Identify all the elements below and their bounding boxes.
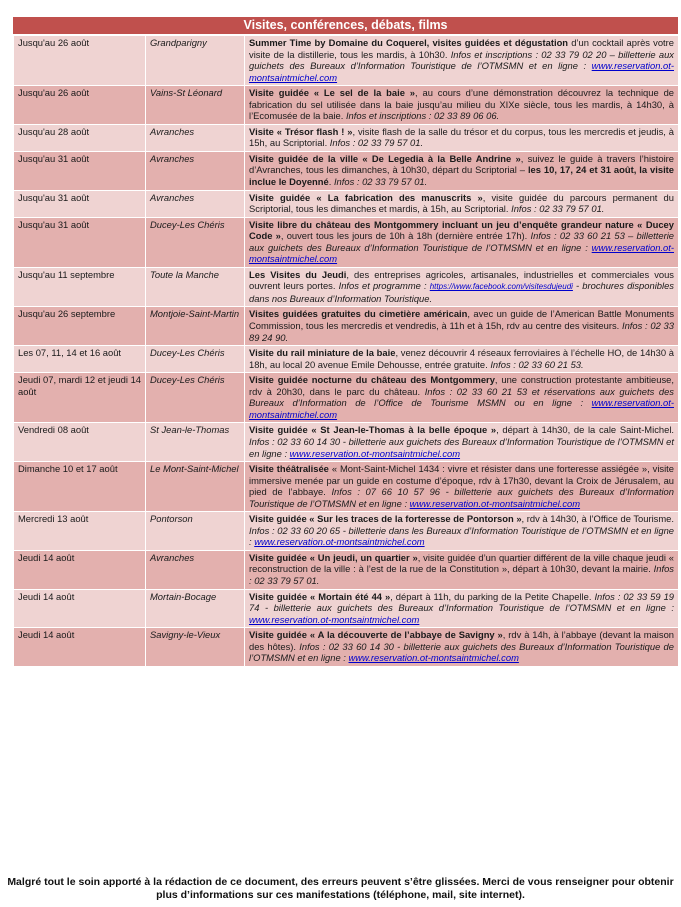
event-place: Ducey-Les Chéris (146, 217, 245, 267)
event-info: Infos : 02 33 79 57 01. (249, 563, 674, 586)
event-description (245, 267, 679, 307)
disclaimer-footer: Malgré tout le soin apporté à la rédaction de ce document, des erreurs peuvent s’être glissées. Merci de vous renseigner pour obtenir plus d’informations sur ces manifestations (téléphone, mail, site internet). (7, 876, 674, 901)
event-date: Jusqu'au 26 août (14, 36, 146, 86)
event-date: Jeudi 14 août (14, 550, 146, 589)
event-title: Summer Time by Domaine du Coquerel, visites guidées et dégustation (249, 37, 569, 48)
event-description (245, 512, 679, 551)
event-text: . (328, 176, 334, 188)
event-description (245, 550, 679, 589)
event-info: Infos : 02 33 60 21 53. (490, 358, 584, 370)
event-title: Visite guidée « La fabrication des manuscrits » (249, 191, 483, 203)
event-place: St Jean-le-Thomas (146, 423, 245, 462)
event-info: Infos : 02 33 60 21 53 – billetterie aux guichets des Bureaux d’Information Touristique de l’OTMSMN et en ligne : (249, 230, 674, 253)
event-title: Visite guidée « Mortain été 44 » (249, 590, 391, 602)
event-description (245, 423, 679, 462)
event-place: Savigny-le-Vieux (146, 628, 245, 667)
event-row (14, 423, 679, 462)
booking-link[interactable]: www.reservation.ot-montsaintmichel.com (254, 536, 425, 548)
event-text: , avec un guide de l’American Battle Monuments Commission, tous les mercredis et vendredis, à 11h et à 15h, rdv au centre des visiteurs. (249, 308, 675, 332)
event-place: Ducey-Les Chéris (146, 346, 245, 373)
event-text: , visite guidée d’un quartier différent de la ville chaque jeudi « reconstruction de la ville : à l’est de la rue de la Constitution », départ à 10h30, devant la mairie. (249, 551, 674, 575)
event-description (245, 151, 679, 190)
event-info: - brochures disponibles dans nos Bureaux d’Information Touristique. (249, 280, 674, 304)
event-info: Infos : 02 33 59 19 74 - billetterie aux guichets des Bureaux d’Information Touristique de l’OTMSMN et en ligne : (249, 590, 674, 614)
event-place: Toute la Manche (146, 267, 245, 307)
event-text: « Mont-Saint-Michel 1434 : vivre et résister dans une forteresse assiégée », visite immersive menée par un guide en costume d’époque, rdv à 17h30, devant la Croix de Jérusalem, au pied de l’abbaye. (249, 463, 674, 498)
booking-link[interactable]: www.reservation.ot-montsaintmichel.com (409, 497, 581, 509)
event-place: Pontorson (146, 512, 245, 551)
booking-link[interactable]: www.reservation.ot-montsaintmichel.com (249, 613, 420, 625)
event-highlight: les 10, 17, 24 et 31 août, la visite inclue le Doyenné (249, 164, 675, 188)
event-row (14, 589, 679, 628)
event-place: Mortain-Bocage (146, 589, 245, 628)
event-date: Jusqu'au 31 août (14, 217, 146, 267)
event-title: Visite du rail miniature de la baie (249, 347, 396, 359)
event-date: Jeudi 14 août (14, 628, 146, 667)
booking-link[interactable]: https://www.facebook.com/visitesdujeudi (429, 282, 573, 292)
event-description (245, 217, 679, 267)
events-table (13, 35, 679, 667)
event-info: Infos : 02 33 79 57 01. (329, 137, 424, 149)
event-row (14, 346, 679, 373)
event-title: Visite guidée « Sur les traces de la forteresse de Pontorson » (249, 513, 522, 525)
event-info: Infos : 07 66 10 57 96 - billetterie aux guichets des Bureaux d’Information Touristique de l’OTMSMN et en ligne : (249, 486, 674, 509)
events-section (13, 17, 678, 667)
event-row (14, 36, 679, 86)
event-description (245, 307, 679, 346)
event-title: Visite guidée nocturne du château des Montgommery (249, 374, 495, 386)
event-text: , suivez le guide à travers l’histoire d’Avranches, tous les dimanches, à 10h30, départ du Scriptorial – (249, 152, 674, 176)
event-row (14, 267, 679, 307)
event-text: , une construction protestante ambitieuse, rdv à 20h30, dans le parc du château. (249, 374, 674, 397)
event-row (14, 550, 679, 589)
event-title: Visite guidée « Un jeudi, un quartier » (249, 551, 418, 563)
event-date: Jeudi 14 août (14, 589, 146, 628)
event-title: Visite « Trésor flash ! » (249, 125, 353, 137)
event-info: Infos : 02 33 60 14 30 - billetterie aux guichets des Bureaux d’Information Touristique de l’OTMSMN et en ligne : (249, 435, 674, 459)
event-description (245, 589, 679, 628)
event-date: Jeudi 07, mardi 12 et jeudi 14 août (14, 373, 146, 423)
event-info: Infos : 02 33 60 20 65 - billetterie dans les Bureaux d’Information Touristique de l’OTMSMN et en ligne : (249, 524, 674, 548)
event-place: Avranches (146, 190, 245, 217)
event-info: Infos et inscriptions : 02 33 89 06 06. (345, 110, 500, 122)
event-place: Le Mont-Saint-Michel (146, 462, 245, 512)
event-place: Grandparigny (146, 36, 245, 86)
event-title: Visite théâtralisée (249, 463, 329, 475)
event-date: Les 07, 11, 14 et 16 août (14, 346, 146, 373)
event-row (14, 462, 679, 512)
booking-link[interactable]: www.reservation.ot-montsaintmichel.com (249, 60, 674, 83)
booking-link[interactable]: www.reservation.ot-montsaintmichel.com (289, 447, 461, 459)
event-row (14, 373, 679, 423)
event-title: Les Visites du Jeudi (249, 268, 347, 280)
event-date: Vendredi 08 août (14, 423, 146, 462)
event-info: Infos et programme : (338, 280, 430, 292)
event-row (14, 512, 679, 551)
event-place: Avranches (146, 124, 245, 151)
event-title: Visite guidée « Le sel de la baie » (249, 87, 416, 99)
event-info: Infos et inscriptions : 02 33 79 02 20 – billetterie aux guichets des Bureaux d’Information Touristique de l’OTMSMN et en ligne : (249, 48, 674, 72)
event-date: Dimanche 10 et 17 août (14, 462, 146, 512)
event-info: Infos : 02 33 89 24 90. (249, 320, 674, 343)
section-title: Visites, conférences, débats, films (13, 17, 678, 34)
event-description (245, 373, 679, 423)
event-title: Visite libre du château des Montgommery incluant un jeu d’enquête grandeur nature « Ducey Code » (249, 218, 674, 242)
event-row (14, 217, 679, 267)
event-description (245, 346, 679, 373)
event-description (245, 628, 679, 667)
events-table-body (14, 36, 679, 667)
event-text: , des entreprises agricoles, artisanales, industrielles et commerciales vous ouvrent leurs portes. (249, 268, 674, 292)
event-description (245, 124, 679, 151)
event-description (245, 86, 679, 125)
event-text: , départ à 14h30, de la cale Saint-Michel. (496, 424, 675, 436)
event-title: Visite guidée « St Jean-le-Thomas à la belle époque » (249, 424, 497, 436)
event-description (245, 36, 679, 86)
event-info: Infos : 02 33 79 57 01. (333, 176, 428, 188)
event-date: Mercredi 13 août (14, 512, 146, 551)
event-text: , visite guidée du parcours permanent du Scriptorial, tous les dimanches et mardis, à 15h, au Scriptorial. (249, 191, 674, 215)
event-row (14, 628, 679, 667)
booking-link[interactable]: www.reservation.ot-montsaintmichel.com (348, 652, 519, 664)
event-info: Infos : 02 33 79 57 01. (511, 203, 605, 215)
booking-link[interactable]: www.reservation.ot-montsaintmichel.com (249, 397, 674, 420)
event-date: Jusqu'au 28 août (14, 124, 146, 151)
event-place: Avranches (146, 550, 245, 589)
event-text: , rdv à 14h, à l’abbaye (devant la maison des hôtes). (249, 629, 674, 652)
event-title: Visite guidée de la ville « De Legedia à la Belle Andrine » (249, 152, 521, 164)
event-date: Jusqu'au 26 septembre (14, 307, 146, 346)
event-row (14, 86, 679, 125)
event-info: Infos : 02 33 60 21 53 et réservations aux guichets des Bureaux d’Information de l’Office de Tourisme MSMN ou en ligne : (249, 385, 674, 409)
event-text: , au cours d’une démonstration découvrez la technique de fabrication du sel utilisée dans la baie jusqu’au milieu du XIXe siècle, tous les mardis, à 14h30, à l’Ecomusée de la baie. (249, 87, 674, 122)
booking-link[interactable]: www.reservation.ot-montsaintmichel.com (249, 241, 674, 265)
event-place: Ducey-Les Chéris (146, 373, 245, 423)
event-row (14, 307, 679, 346)
event-date: Jusqu'au 31 août (14, 190, 146, 217)
event-text: , départ à 11h, du parking de la Petite Chapelle. (390, 590, 595, 602)
event-info: Infos : 02 33 60 14 30 - billetterie aux guichets des Bureaux d’Information Touristique de l’OTMSMN et en ligne : (249, 640, 674, 664)
event-place: Avranches (146, 151, 245, 190)
event-date: Jusqu'au 31 août (14, 151, 146, 190)
event-text: , visite flash de la salle du trésor et du corpus, tous les mercredis et jeudis, à 15h, au Scriptorial. (249, 125, 674, 149)
event-place: Montjoie-Saint-Martin (146, 307, 245, 346)
event-date: Jusqu'au 11 septembre (14, 267, 146, 307)
event-row (14, 124, 679, 151)
event-text: , rdv à 14h30, à l’Office de Tourisme. (521, 513, 674, 525)
event-date: Jusqu'au 26 août (14, 86, 146, 125)
event-text: , venez découvrir 4 réseaux ferroviaires à l’échelle HO, de 14h30 à 18h, au local 20 avenue Emile Dehousse, entrée gratuite. (249, 347, 674, 370)
event-title: Visite guidée « A la découverte de l’abbaye de Savigny » (249, 629, 503, 641)
event-text: , ouvert tous les jours de 10h à 18h (dernière entrée 17h). (280, 230, 531, 242)
event-row (14, 190, 679, 217)
event-description (245, 462, 679, 512)
event-title: Visites guidées gratuites du cimetière américain (249, 308, 468, 320)
event-description (245, 190, 679, 217)
event-place: Vains-St Léonard (146, 86, 245, 125)
event-text: d’un cocktail après votre visite de la distillerie, tous les mardis, à 10h30. (249, 37, 674, 60)
event-row (14, 151, 679, 190)
